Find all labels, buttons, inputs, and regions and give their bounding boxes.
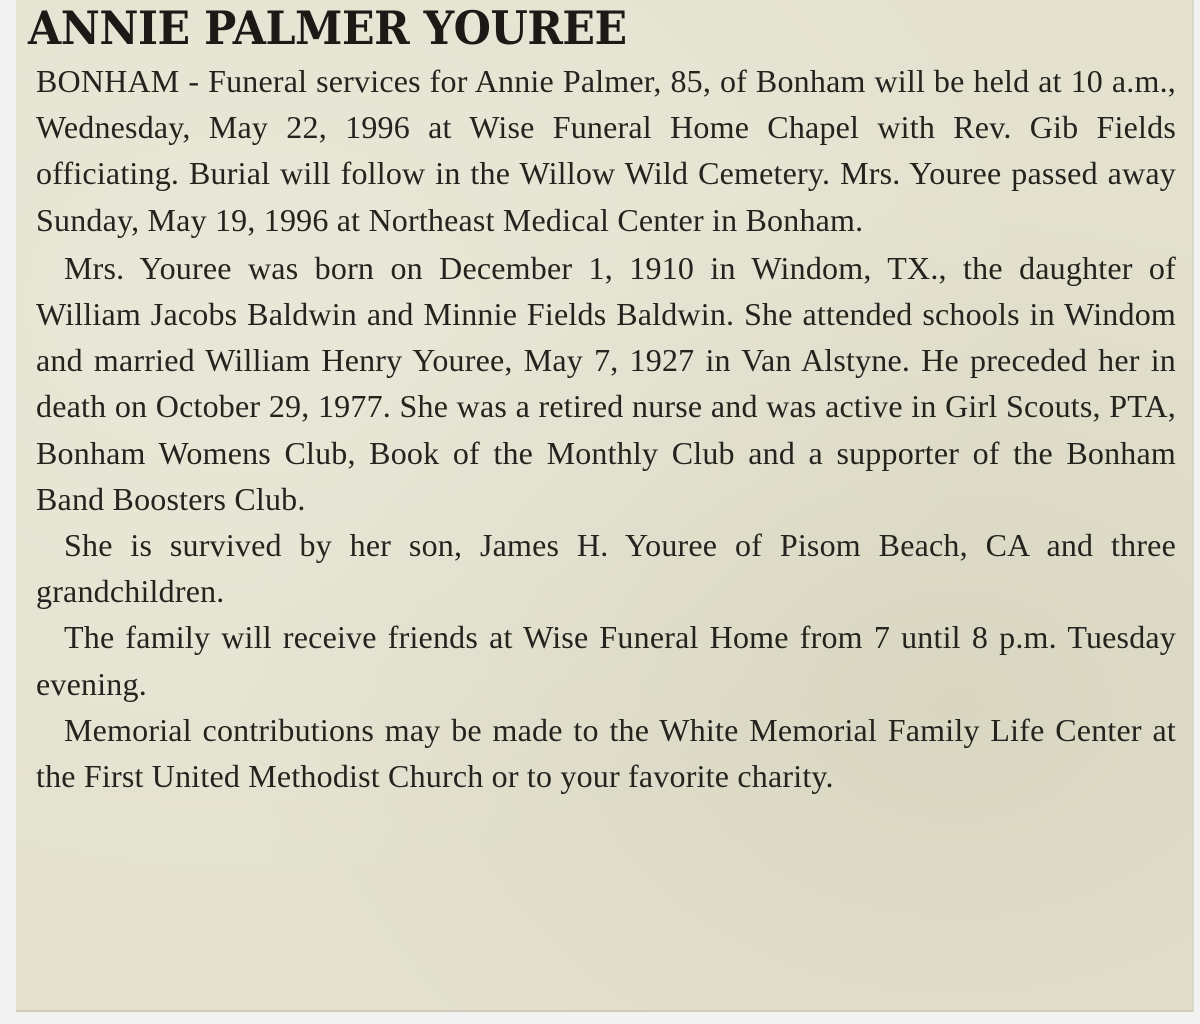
paragraph-visitation: The family will receive friends at Wise Funeral Home from 7 until 8 p.m. Tuesday evening. — [36, 619, 1176, 702]
paragraph-funeral-services: BONHAM - Funeral services for Annie Palmer, 85, of Bonham will be held at 10 a.m., Wednesday, May 22, 1996 at Wise Funeral Home Chapel with Rev. Gib Fields officiating. Burial will follow in the Willow Wild Cemetery. Mrs. Youree passed away Sunday, May 19, 1996 at Northeast Medical Center in Bonham. — [36, 63, 1176, 238]
obituary-body — [36, 58, 1176, 799]
obituary-headline: ANNIE PALMER YOUREE — [28, 1, 627, 55]
paragraph-memorials: Memorial contributions may be made to the White Memorial Family Life Center at the First United Methodist Church or to your favorite charity. — [36, 711, 1176, 795]
paragraph-survivors: She is survived by her son, James H. Youree of Pisom Beach, CA and three grandchildren. — [36, 527, 1176, 610]
paragraph-biography: Mrs. Youree was born on December 1, 1910 in Windom, TX., the daughter of William Jacobs Baldwin and Minnie Fields Baldwin. She attended schools in Windom and married William Henry Youree, May 7, 1927 in Van Alstyne. He preceded her in death on October 29, 1977. She was a retired nurse and was active in Girl Scouts, PTA, Bonham Womens Club, Book of the Monthly Club and a supporter of the Bonham Band Boosters Club. — [36, 249, 1176, 517]
newspaper-clipping — [16, 0, 1194, 1012]
